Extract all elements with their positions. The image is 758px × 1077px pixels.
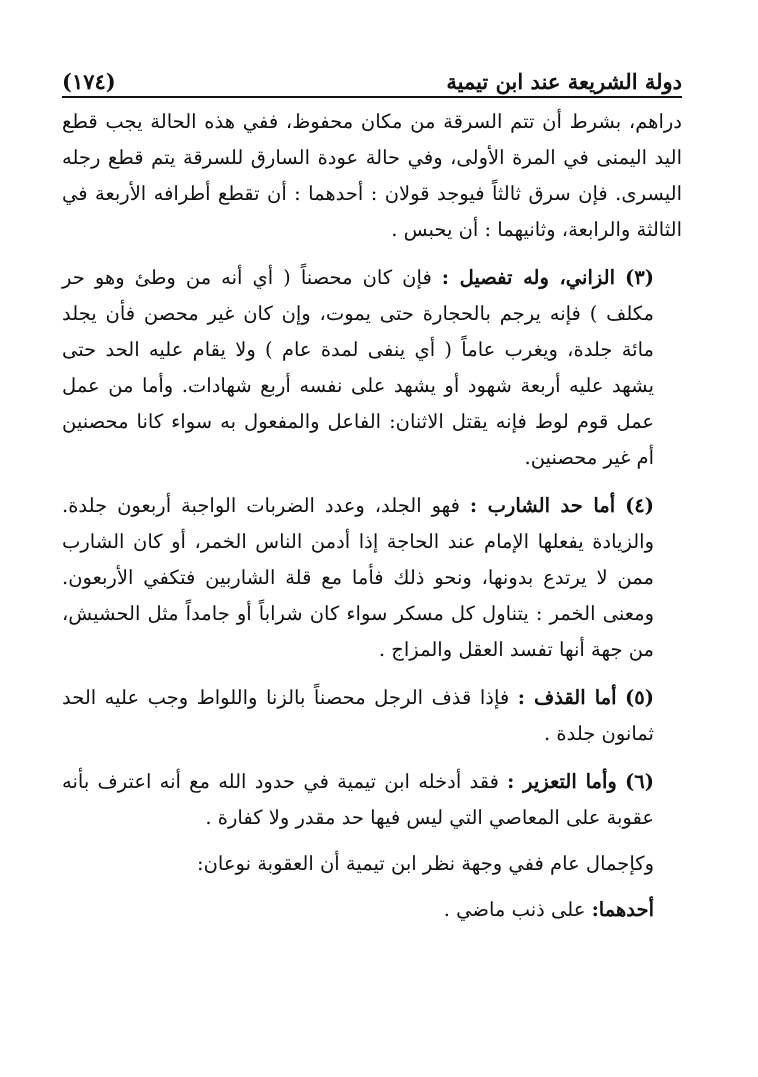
- paragraph-text: فإن كان محصناً ( أي أنه من وطئ وهو حر مكلف ) فإنه يرجم بالحجارة حتى يموت، وإن كان غير محصن فأن يجلد مائة جلدة، ويغرب عاماً ( أي ينفى لمدة عام ) ولا يقام عليه الحد حتى يشهد عليه أربعة شهود أو يشهد على نفسه أربع شهادات. وأما من عمل عمل قوم لوط فإنه يقتل الاثنان: الفاعل والمفعول به سواء كانا محصنين أم غير محصنين.: [62, 266, 654, 469]
- item-heading: وأما التعزير :: [507, 770, 617, 793]
- page-body: [62, 104, 682, 940]
- item-heading: الزاني، وله تفصيل :: [441, 266, 616, 289]
- item-heading: أحدهما:: [591, 898, 654, 921]
- paragraph-tazir: [62, 764, 682, 836]
- item-number: (٥): [625, 686, 654, 709]
- paragraph-adulterer: [62, 260, 682, 476]
- item-number: (٦): [625, 770, 654, 793]
- paragraph-summary: [62, 846, 682, 882]
- running-title: دولة الشريعة عند ابن تيمية: [446, 69, 682, 94]
- paragraph-theft: [62, 104, 682, 248]
- paragraph-text: فإذا قذف الرجل محصناً بالزنا واللواط وجب عليه الحد ثمانون جلدة .: [62, 686, 654, 745]
- page-header: [62, 58, 682, 94]
- paragraph-text: وكإجمال عام ففي وجهة نظر ابن تيمية أن العقوبة نوعان:: [197, 852, 654, 875]
- header-divider: [62, 96, 682, 98]
- paragraph-drinker: [62, 488, 682, 668]
- item-number: (٣): [625, 266, 654, 289]
- paragraph-text: دراهم، بشرط أن تتم السرقة من مكان محفوظ، ففي هذه الحالة يجب قطع اليد اليمنى في المرة الأولى، وفي حالة عودة السارق للسرقة يتم قطع رجله اليسرى. فإن سرق ثالثاً فيوجد قولان : أحدهما : أن تقطع أطرافه الأربعة في الثالثة والرابعة، وثانيهما : أن يحبس .: [62, 110, 682, 241]
- paragraph-first-type: [62, 892, 682, 928]
- page-number: (١٧٤): [62, 69, 116, 94]
- paragraph-text: فهو الجلد، وعدد الضربات الواجبة أربعون جلدة. والزيادة يفعلها الإمام عند الحاجة إذا أدمن الناس الخمر، أو كان الشارب ممن لا يرتدع بدونها، ونحو ذلك فأما مع قلة الشاربين فتكفي الأربعون. ومعنى الخمر : يتناول كل مسكر سواء كان شراباً أو جامداً مثل الحشيش، من جهة أنها تفسد العقل والمزاج .: [62, 494, 654, 661]
- item-heading: أما حد الشارب :: [469, 494, 616, 517]
- item-heading: أما القذف :: [517, 686, 617, 709]
- paragraph-text: فقد أدخله ابن تيمية في حدود الله مع أنه اعترف بأنه عقوبة على المعاصي التي ليس فيها حد مقدر ولا كفارة .: [62, 770, 654, 829]
- item-number: (٤): [625, 494, 655, 517]
- paragraph-text: على ذنب ماضي .: [443, 898, 586, 921]
- paragraph-slander: [62, 680, 682, 752]
